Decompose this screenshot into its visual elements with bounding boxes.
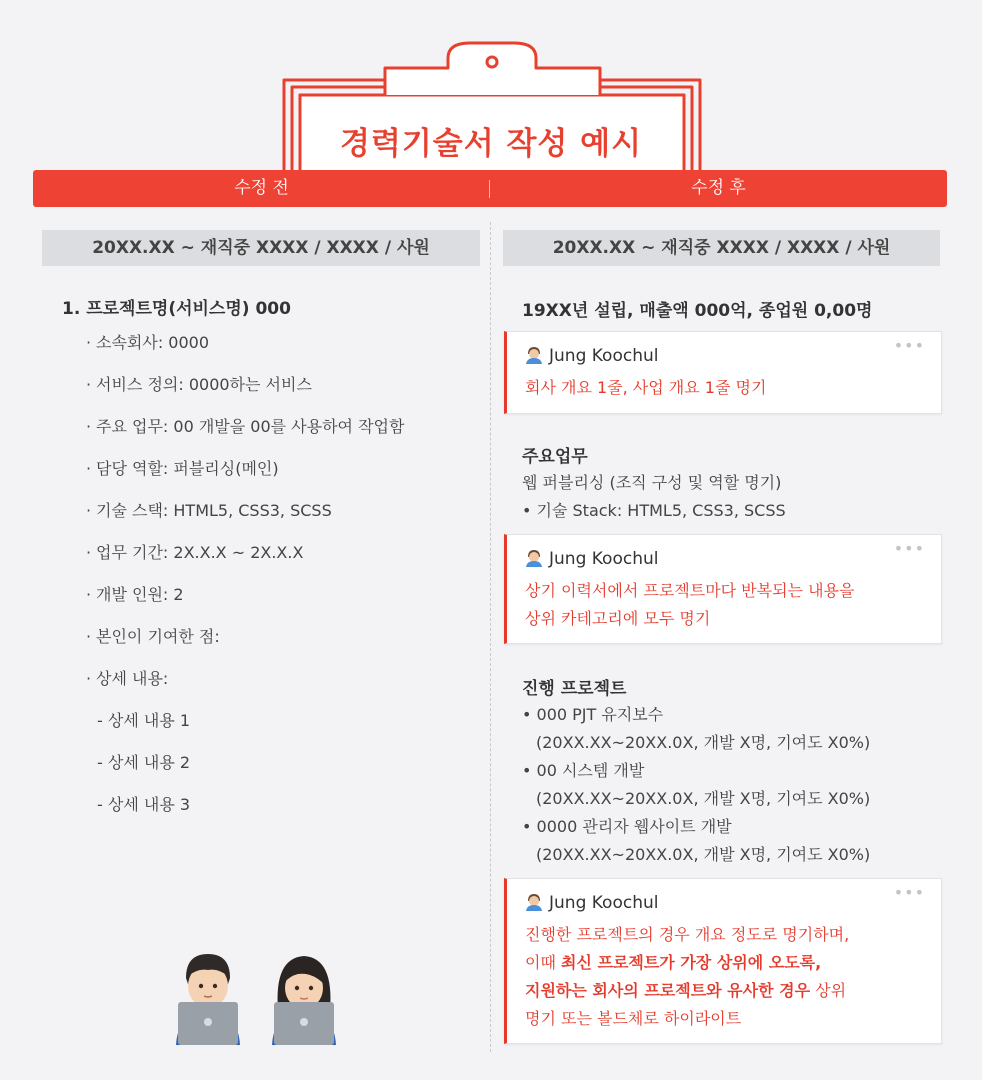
comment-author: [525, 549, 658, 569]
comment-text: [525, 921, 925, 1033]
more-dots-icon[interactable]: •••: [893, 883, 925, 902]
person-emoji-icon: [525, 893, 543, 911]
left-list-item-text: 상세 내용:: [96, 669, 169, 688]
left-list-item-text: 소속회사: 0000: [96, 333, 210, 352]
projects-title: 진행 프로젝트: [522, 679, 627, 699]
comment-author-name: Jung Koochul: [549, 549, 659, 569]
project-name: • 000 PJT 유지보수: [522, 705, 664, 724]
detail-item: - 상세 내용 3: [97, 795, 191, 814]
left-list-item-text: 본인이 기여한 점:: [96, 627, 220, 646]
page-title: 경력기술서 작성 예시: [339, 126, 643, 162]
comment-line: 상위 카테고리에 모두 명기: [525, 609, 711, 628]
left-list-item-text: 서비스 정의: 0000하는 서비스: [96, 375, 312, 394]
comment-bold: 최신 프로젝트가 가장 상위에 오도록,: [561, 953, 822, 972]
comment-line: 상기 이력서에서 프로젝트마다 반복되는 내용을: [525, 581, 855, 600]
project-name: • 00 시스템 개발: [522, 761, 645, 780]
left-list-item-text: 업무 기간: 2X.X.X ~ 2X.X.X: [96, 543, 304, 562]
company-summary: 19XX년 설립, 매출액 000억, 종업원 0,00명: [522, 301, 873, 321]
left-list-item: · 업무 기간: 2X.X.X ~ 2X.X.X: [86, 543, 304, 562]
left-list-item: · 소속회사: 0000: [86, 333, 210, 352]
comment-author-name: Jung Koochul: [549, 346, 659, 366]
detail-item: - 상세 내용 1: [97, 711, 191, 730]
comment-line: 회사 개요 1줄, 사업 개요 1줄 명기: [525, 378, 767, 397]
comment-author: [525, 346, 658, 366]
comment-plain: 상위: [810, 981, 847, 1000]
person-emoji-icon: [525, 549, 543, 567]
left-list-item: · 주요 업무: 00 개발을 00를 사용하여 작업함: [86, 417, 405, 436]
left-list-item-text: 주요 업무: 00 개발을 00를 사용하여 작업함: [96, 417, 405, 436]
left-list-item: · 기술 스택: HTML5, CSS3, SCSS: [86, 501, 332, 520]
left-date-bar: 20XX.XX ~ 재직중 XXXX / XXXX / 사원: [42, 230, 480, 266]
person-emoji-icon: [525, 346, 543, 364]
more-dots-icon[interactable]: •••: [893, 539, 925, 558]
left-list-item-text: 개발 인원: 2: [96, 585, 184, 604]
comment-line: 명기 또는 볼드체로 하이라이트: [525, 1009, 742, 1028]
comment-author: [525, 893, 658, 913]
left-list-item: · 개발 인원: 2: [86, 585, 184, 604]
left-list-item: · 상세 내용:: [86, 669, 169, 688]
left-list-item-text: 담당 역할: 퍼블리싱(메인): [96, 459, 279, 478]
comment-plain: 이때: [525, 953, 561, 972]
main-work-desc: 웹 퍼블리싱 (조직 구성 및 역할 명기): [522, 473, 782, 492]
project-detail: (20XX.XX~20XX.0X, 개발 X명, 기여도 X0%): [536, 733, 871, 752]
after-label: 수정 후: [691, 178, 746, 198]
comparison-banner: [33, 170, 947, 207]
comment-author-name: Jung Koochul: [549, 893, 659, 913]
comment-text: [525, 577, 925, 633]
before-label: 수정 전: [234, 178, 289, 198]
main-work-stack: • 기술 Stack: HTML5, CSS3, SCSS: [522, 501, 786, 520]
column-divider: [490, 222, 491, 1052]
left-project-title: 1. 프로젝트명(서비스명) 000: [62, 299, 291, 319]
comment-line: [525, 977, 925, 1005]
detail-item: - 상세 내용 2: [97, 753, 191, 772]
left-list-item: · 본인이 기여한 점:: [86, 627, 220, 646]
man-technologist-icon: [172, 950, 244, 1045]
comment-line: [525, 949, 925, 977]
project-detail: (20XX.XX~20XX.0X, 개발 X명, 기여도 X0%): [536, 789, 871, 808]
comment-bold: 지원하는 회사의 프로젝트와 유사한 경우: [525, 981, 811, 1000]
left-list-item-text: 기술 스택: HTML5, CSS3, SCSS: [96, 501, 332, 520]
main-work-title: 주요업무: [522, 447, 588, 467]
woman-technologist-icon: [268, 950, 340, 1045]
comment-card: [504, 331, 942, 414]
comment-card: [504, 878, 942, 1044]
project-detail: (20XX.XX~20XX.0X, 개발 X명, 기여도 X0%): [536, 845, 871, 864]
project-name: • 0000 관리자 웹사이트 개발: [522, 817, 732, 836]
comment-card: [504, 534, 942, 644]
left-list-item: · 서비스 정의: 0000하는 서비스: [86, 375, 312, 394]
more-dots-icon[interactable]: •••: [893, 336, 925, 355]
comment-text: [525, 374, 925, 402]
right-date-bar: 20XX.XX ~ 재직중 XXXX / XXXX / 사원: [503, 230, 940, 266]
comment-line: 진행한 프로젝트의 경우 개요 정도로 명기하며,: [525, 925, 850, 944]
left-list-item: · 담당 역할: 퍼블리싱(메인): [86, 459, 279, 478]
